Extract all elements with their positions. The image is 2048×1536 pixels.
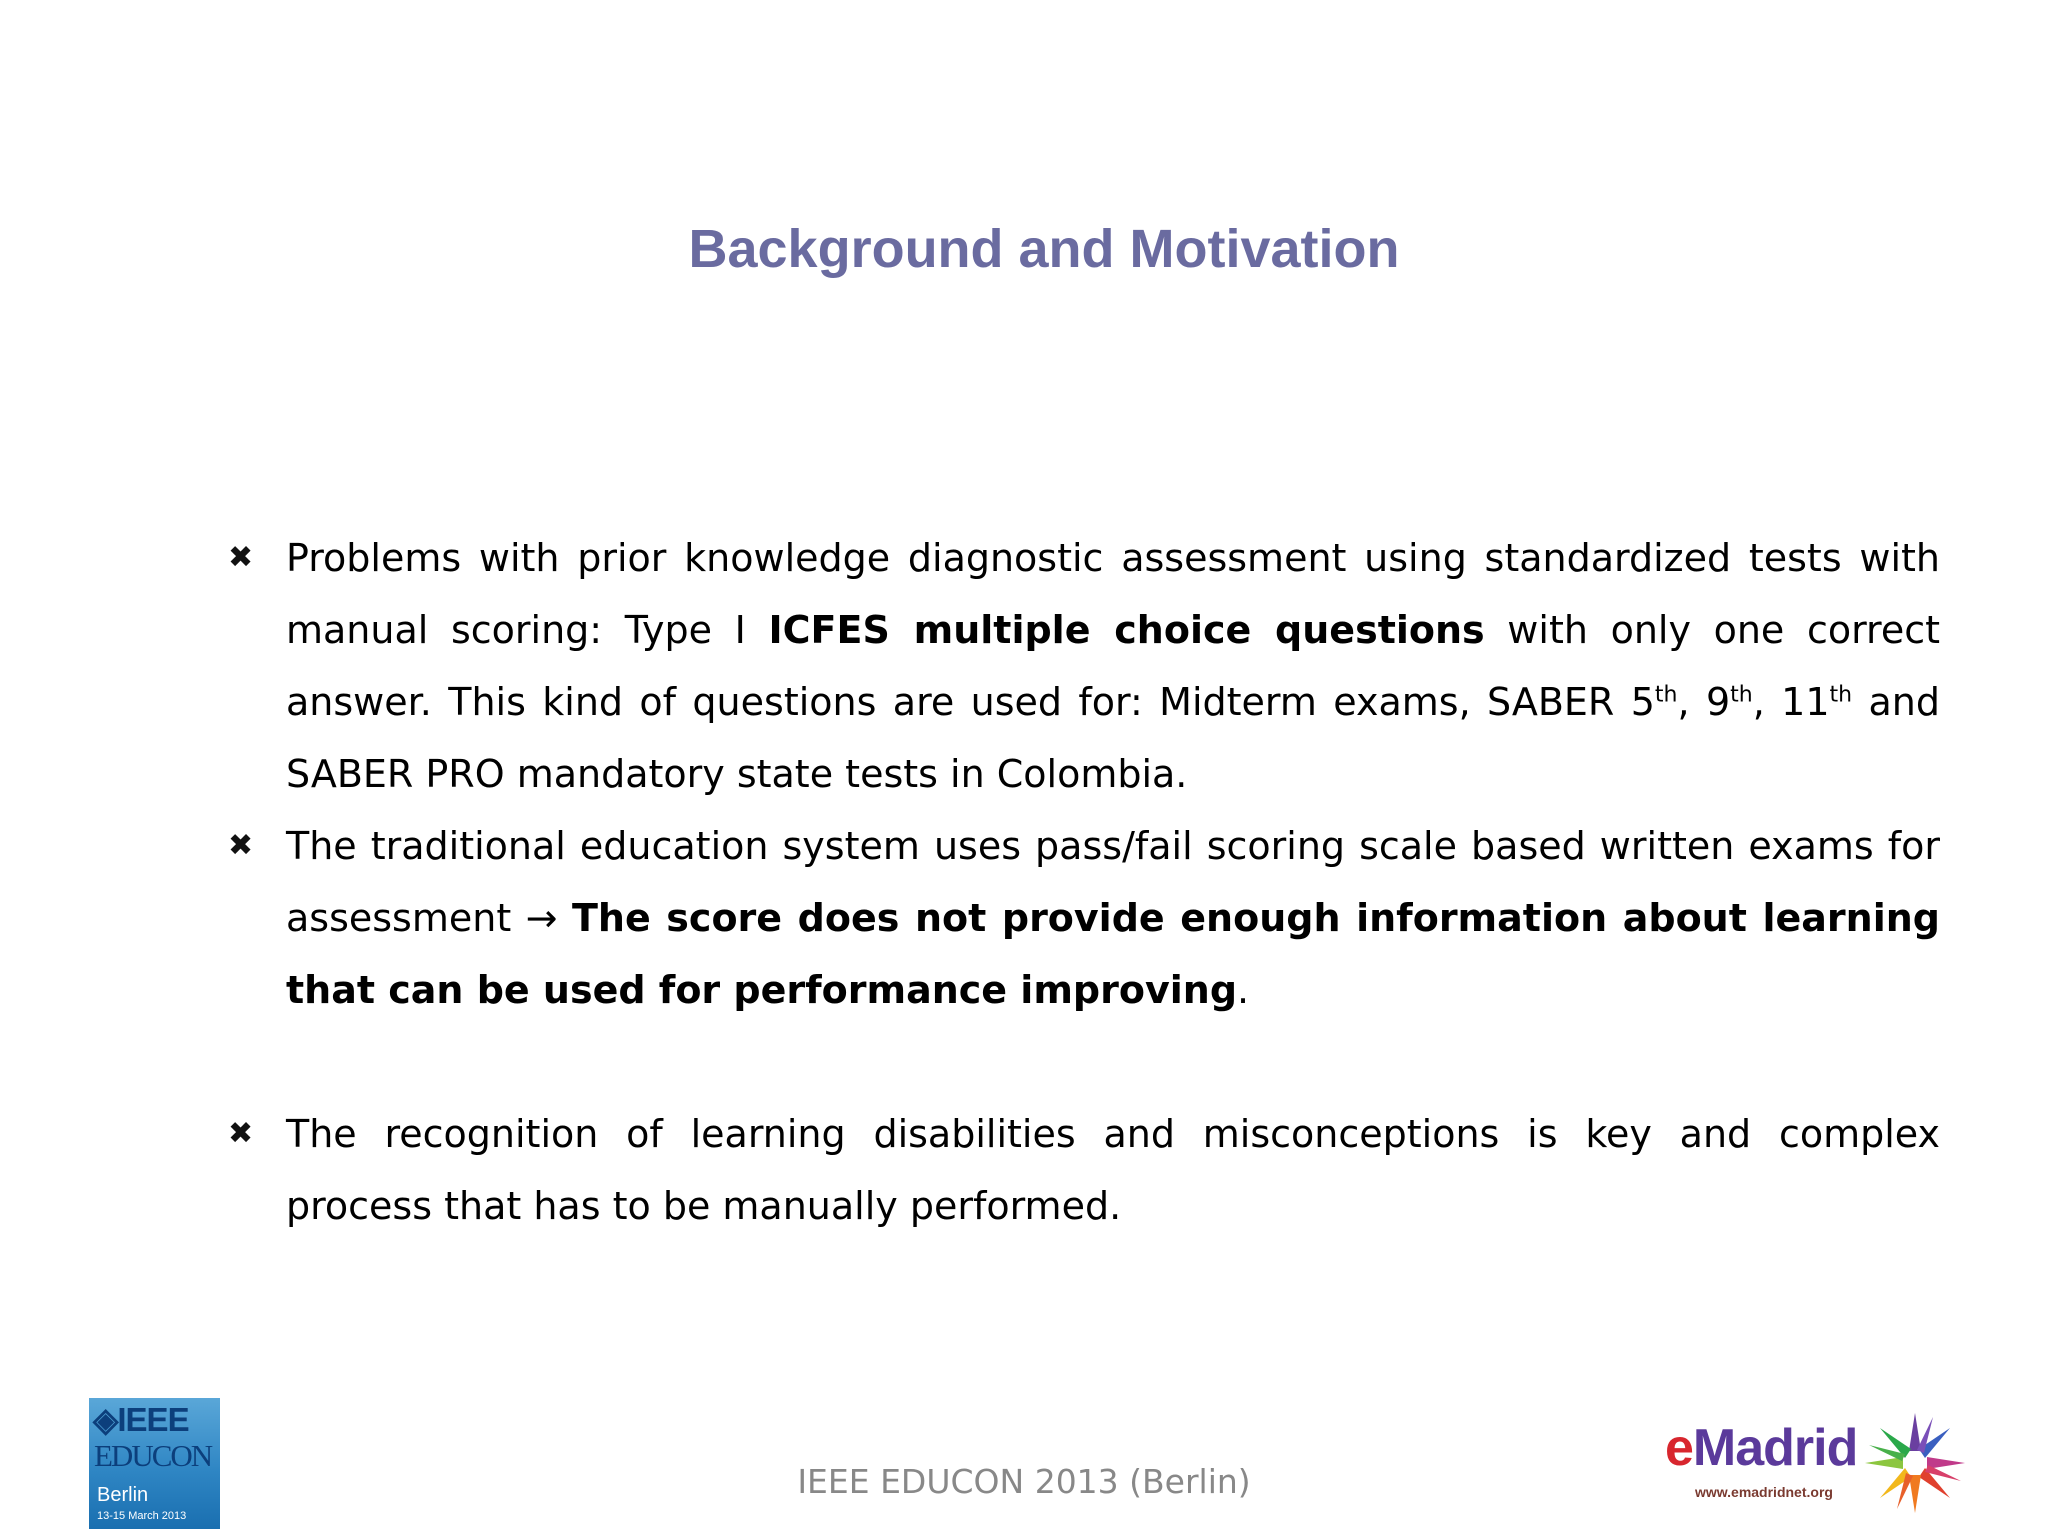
logo-dates: 13-15 March 2013 [97,1510,187,1522]
bullet-text: . [1237,968,1250,1012]
bullet-item [228,810,1940,1026]
bullet-text: Problems with prior knowledge diagnostic assessment using standardized tests with manual scoring: Type I [286,536,1940,652]
emadrid-wordmark: eMadrid [1665,1419,1858,1477]
ordinal-suffix: th [1829,682,1853,708]
educon-logo-text: EDUCON [94,1438,212,1473]
x-mark-icon: ✖ [228,1116,254,1151]
bullet-list [228,522,1940,1242]
bullet-emphasis: ICFES multiple choice questions [768,608,1485,652]
emadrid-url: www.emadridnet.org [1695,1484,1833,1500]
x-mark-icon: ✖ [228,540,254,575]
footer-text: IEEE EDUCON 2013 (Berlin) [797,1462,1251,1501]
emadrid-logo [1665,1418,1975,1528]
bullet-text: , 11 [1752,680,1830,724]
bullet-text: with only one correct answer. This kind of questions are used for: Midterm exams, SABER 5 [286,608,1940,724]
bullet-text: The traditional education system uses pass/fail scoring scale based written exams for assessment → [286,824,1940,940]
bullet-text: The recognition of learning disabilities and misconceptions is key and complex process that has to be manually performed. [286,1112,1940,1228]
x-mark-icon: ✖ [228,828,254,863]
bullet-item [228,1098,1940,1242]
logo-city: Berlin [97,1484,149,1506]
bullet-item [228,522,1940,810]
emadrid-star-icon [1865,1408,1965,1518]
ieee-logo-text: ◈IEEE [93,1401,189,1438]
bullet-text: , 9 [1677,680,1731,724]
slide-title: Background and Motivation [688,219,1400,279]
bullet-emphasis: The score does not provide enough information about learning that can be used for performance improving [286,896,1941,1012]
bullet-text: and SABER PRO mandatory state tests in Colombia. [286,680,1941,796]
ordinal-suffix: th [1730,682,1753,708]
ordinal-suffix: th [1654,682,1678,708]
